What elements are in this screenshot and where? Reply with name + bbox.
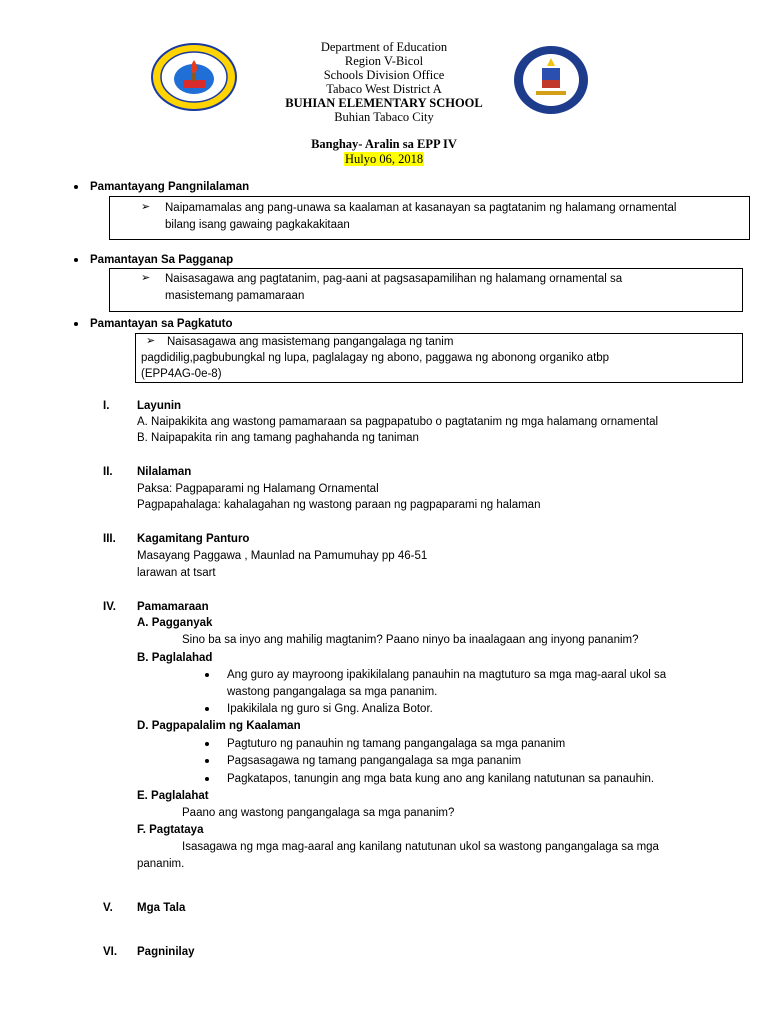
objective-a: A. Naipakikita ang wastong pamamaraan sa pagpapatubo o pagtatanim ng mga halamang ornamental bbox=[137, 416, 659, 428]
step-e-question: Paano ang wastong pangangalaga sa mga pananim? bbox=[182, 807, 455, 819]
step-d-title: D. Pagpapalalim ng Kaalaman bbox=[137, 720, 301, 732]
header-line-district: Tabaco West District A bbox=[326, 82, 442, 96]
document-header bbox=[0, 40, 768, 124]
step-b-title: B. Paglalahad bbox=[137, 652, 213, 664]
bullet-icon bbox=[74, 322, 78, 326]
section-title-kagamitan: Kagamitang Panturo bbox=[137, 533, 250, 545]
content-standard-title: Pamantayang Pangnilalaman bbox=[90, 181, 250, 193]
step-d-item1: Pagtuturo ng panauhin ng tamang pangangalaga sa mga pananim bbox=[227, 738, 566, 750]
step-e-title: E. Paglalahat bbox=[137, 790, 209, 802]
objective-b: B. Naipapakita rin ang tamang paghahanda ng taniman bbox=[137, 432, 419, 444]
performance-standard-line2: masistemang pamamaraan bbox=[165, 290, 305, 302]
performance-standard-title: Pamantayan Sa Pagganap bbox=[90, 254, 234, 266]
step-b-item2: Ipakikilala ng guro si Gng. Analiza Botor. bbox=[227, 703, 433, 715]
bullet-icon bbox=[205, 759, 209, 763]
bullet-icon bbox=[205, 777, 209, 781]
section-number-ii: II. bbox=[103, 466, 113, 478]
section-title-pagninilay: Pagninilay bbox=[137, 946, 195, 958]
header-line-school: BUHIAN ELEMENTARY SCHOOL bbox=[285, 96, 483, 110]
content-standard-line1: Naipamamalas ang pang-unawa sa kaalaman at kasanayan sa pagtatanim ng halamang ornamental bbox=[165, 202, 677, 214]
section-title-nilalaman: Nilalaman bbox=[137, 466, 192, 478]
header-line-address: Buhian Tabaco City bbox=[334, 110, 434, 124]
arrow-bullet-icon: ➢ bbox=[146, 335, 156, 347]
section-title-layunin: Layunin bbox=[137, 400, 182, 412]
learning-competency-line1: Naisasagawa ang masistemang pangangalaga ng tanim bbox=[167, 336, 454, 348]
material-visuals: larawan at tsart bbox=[137, 567, 216, 579]
arrow-bullet-icon: ➢ bbox=[141, 201, 151, 213]
section-number-iv: IV. bbox=[103, 601, 117, 613]
step-f-title: F. Pagtataya bbox=[137, 824, 204, 836]
performance-standard-line1: Naisasagawa ang pagtatanim, pag-aani at pagsasapamilihan ng halamang ornamental sa bbox=[165, 273, 623, 285]
bullet-icon bbox=[205, 742, 209, 746]
section-title-mga-tala: Mga Tala bbox=[137, 902, 186, 914]
step-d-item3: Pagkatapos, tanungin ang mga bata kung ano ang kanilang natutunan sa panauhin. bbox=[227, 773, 655, 785]
arrow-bullet-icon: ➢ bbox=[141, 272, 151, 284]
material-reference: Masayang Paggawa , Maunlad na Pamumuhay pp 46-51 bbox=[137, 550, 428, 562]
section-number-iii: III. bbox=[103, 533, 116, 545]
step-d-item2: Pagsasagawa ng tamang pangangalaga sa mga pananim bbox=[227, 755, 522, 767]
step-a-title: A. Pagganyak bbox=[137, 617, 213, 629]
content-value: Pagpapahalaga: kahalagahan ng wastong paraan ng pagpaparami ng halaman bbox=[137, 499, 541, 511]
header-line-department: Department of Education bbox=[320, 40, 448, 54]
section-title-pamamaraan: Pamamaraan bbox=[137, 601, 209, 613]
content-standard-line2: bilang isang gawaing pagkakakitaan bbox=[165, 219, 350, 231]
step-b-item1-line2: wastong pangangalaga sa mga pananim. bbox=[227, 686, 438, 698]
header-line-region: Region V-Bicol bbox=[344, 54, 424, 68]
bullet-icon bbox=[205, 707, 209, 711]
lesson-date: Hulyo 06, 2018 bbox=[344, 152, 424, 166]
bullet-icon bbox=[205, 673, 209, 677]
lesson-plan-title: Banghay- Aralin sa EPP IV bbox=[311, 137, 457, 151]
header-line-division: Schools Division Office bbox=[323, 68, 445, 82]
learning-competency-line2: pagdidilig,pagbubungkal ng lupa, paglalagay ng abono, paggawa ng abonong organiko atbp bbox=[141, 352, 610, 364]
bullet-icon bbox=[74, 185, 78, 189]
content-topic: Paksa: Pagpaparami ng Halamang Ornamental bbox=[137, 483, 379, 495]
step-f-line2: pananim. bbox=[137, 858, 185, 870]
step-a-question: Sino ba sa inyo ang mahilig magtanim? Paano ninyo ba inaalagaan ang inyong pananim? bbox=[182, 634, 639, 646]
section-number-vi: VI. bbox=[103, 946, 118, 958]
bullet-icon bbox=[74, 258, 78, 262]
step-f-line1: Isasagawa ng mga mag-aaral ang kanilang natutunan ukol sa wastong pangangalaga sa mga bbox=[182, 841, 659, 853]
learning-competency-code: (EPP4AG-0e-8) bbox=[141, 368, 222, 380]
learning-competency-title: Pamantayan sa Pagkatuto bbox=[90, 318, 233, 330]
section-number-i: I. bbox=[103, 400, 110, 412]
step-b-item1-line1: Ang guro ay mayroong ipakikilalang panauhin na magtuturo sa mga mag-aaral ukol sa bbox=[227, 669, 667, 681]
section-number-v: V. bbox=[103, 902, 113, 914]
